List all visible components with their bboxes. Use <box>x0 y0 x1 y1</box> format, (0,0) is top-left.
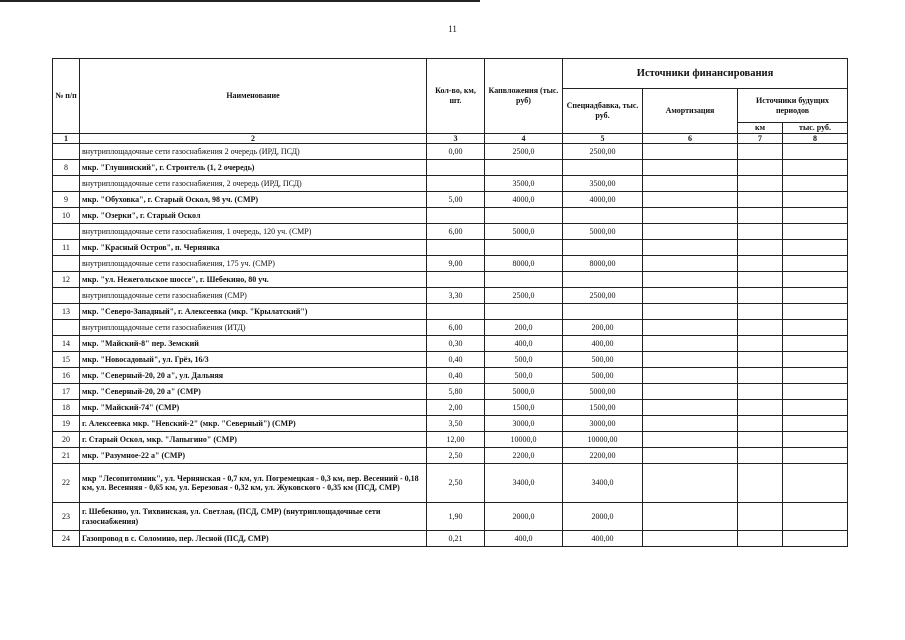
header-qty: Кол-во, км, шт. <box>427 59 485 134</box>
row-number <box>53 320 80 336</box>
row-capex: 400,0 <box>485 336 563 352</box>
row-qty: 5,80 <box>427 384 485 400</box>
row-amortization <box>643 531 738 547</box>
row-capex: 1500,0 <box>485 400 563 416</box>
row-capex: 2200,0 <box>485 448 563 464</box>
row-name: внутриплощадочные сети газоснабжения, 2 очередь (ИРД, ПСД) <box>80 176 427 192</box>
row-capex: 500,0 <box>485 352 563 368</box>
row-future-trub <box>783 176 848 192</box>
row-number: 17 <box>53 384 80 400</box>
row-surcharge: 4000,00 <box>563 192 643 208</box>
table-row <box>53 384 848 400</box>
row-capex <box>485 160 563 176</box>
row-number: 10 <box>53 208 80 224</box>
row-number <box>53 176 80 192</box>
row-capex <box>485 208 563 224</box>
row-name: мкр. "Северный-20, 20 а", ул. Дальняя <box>80 368 427 384</box>
row-qty: 2,50 <box>427 464 485 503</box>
row-amortization <box>643 304 738 320</box>
row-amortization <box>643 464 738 503</box>
row-future-trub <box>783 336 848 352</box>
row-capex <box>485 240 563 256</box>
table-row <box>53 336 848 352</box>
col-number: 7 <box>738 134 783 144</box>
row-surcharge <box>563 240 643 256</box>
row-name: мкр. "Обуховка", г. Старый Оскол, 98 уч. (СМР) <box>80 192 427 208</box>
row-future-trub <box>783 531 848 547</box>
page-number: 11 <box>448 24 457 34</box>
row-surcharge <box>563 208 643 224</box>
row-amortization <box>643 352 738 368</box>
row-name: мкр. "Новосадовый", ул. Грёз, 16/3 <box>80 352 427 368</box>
table-row <box>53 176 848 192</box>
row-capex: 200,0 <box>485 320 563 336</box>
row-future-km <box>738 144 783 160</box>
row-amortization <box>643 432 738 448</box>
row-amortization <box>643 256 738 272</box>
row-future-km <box>738 256 783 272</box>
table-row <box>53 503 848 531</box>
row-name: г. Старый Оскол, мкр. "Лапыгино" (СМР) <box>80 432 427 448</box>
row-number: 20 <box>53 432 80 448</box>
col-number: 4 <box>485 134 563 144</box>
row-surcharge: 500,00 <box>563 368 643 384</box>
row-capex <box>485 304 563 320</box>
row-future-trub <box>783 240 848 256</box>
table-row <box>53 304 848 320</box>
header-sources: Источники финансирования <box>563 59 848 89</box>
row-number <box>53 224 80 240</box>
row-name: г. Алексеевка мкр. "Невский-2" (мкр. "Северный") (СМР) <box>80 416 427 432</box>
row-name: внутриплощадочные сети газоснабжения 2 очередь (ИРД, ПСД) <box>80 144 427 160</box>
row-amortization <box>643 503 738 531</box>
row-surcharge: 400,00 <box>563 531 643 547</box>
col-number: 2 <box>80 134 427 144</box>
row-future-km <box>738 432 783 448</box>
row-future-km <box>738 400 783 416</box>
row-future-km <box>738 448 783 464</box>
row-capex: 10000,0 <box>485 432 563 448</box>
table-row <box>53 432 848 448</box>
row-number: 16 <box>53 368 80 384</box>
row-qty: 2,00 <box>427 400 485 416</box>
row-number: 8 <box>53 160 80 176</box>
row-capex: 500,0 <box>485 368 563 384</box>
row-name: г. Шебекино, ул. Тихвинская, ул. Светлая, (ПСД, СМР) (внутриплощадочные сети газоснабжения) <box>80 503 427 531</box>
row-future-km <box>738 208 783 224</box>
row-future-km <box>738 192 783 208</box>
header-km: км <box>738 123 783 134</box>
row-number: 9 <box>53 192 80 208</box>
table-row <box>53 224 848 240</box>
row-name: мкр. "Майский-8" пер. Земский <box>80 336 427 352</box>
row-capex: 8000,0 <box>485 256 563 272</box>
row-future-km <box>738 320 783 336</box>
table-row <box>53 352 848 368</box>
row-name: мкр. "Озерки", г. Старый Оскол <box>80 208 427 224</box>
row-amortization <box>643 448 738 464</box>
row-future-trub <box>783 432 848 448</box>
row-name: мкр. "Красный Остров", п. Чернянка <box>80 240 427 256</box>
row-surcharge: 2500,00 <box>563 288 643 304</box>
row-qty: 0,21 <box>427 531 485 547</box>
row-qty: 3,50 <box>427 416 485 432</box>
row-amortization <box>643 400 738 416</box>
table-row <box>53 416 848 432</box>
table-row <box>53 160 848 176</box>
row-qty: 0,40 <box>427 352 485 368</box>
row-number <box>53 288 80 304</box>
row-amortization <box>643 384 738 400</box>
row-future-km <box>738 368 783 384</box>
row-number: 11 <box>53 240 80 256</box>
row-number: 15 <box>53 352 80 368</box>
row-capex: 3400,0 <box>485 464 563 503</box>
row-future-trub <box>783 256 848 272</box>
row-future-km <box>738 176 783 192</box>
row-name: мкр. "Разумное-22 а" (СМР) <box>80 448 427 464</box>
row-name: внутриплощадочные сети газоснабжения (СМР) <box>80 288 427 304</box>
row-future-trub <box>783 192 848 208</box>
row-amortization <box>643 320 738 336</box>
row-capex: 2500,0 <box>485 288 563 304</box>
row-surcharge: 500,00 <box>563 352 643 368</box>
row-qty: 9,00 <box>427 256 485 272</box>
row-surcharge: 3500,00 <box>563 176 643 192</box>
row-name: внутриплощадочные сети газоснабжения, 175 уч. (СМР) <box>80 256 427 272</box>
row-future-trub <box>783 384 848 400</box>
row-future-km <box>738 384 783 400</box>
row-qty <box>427 272 485 288</box>
table-row <box>53 531 848 547</box>
row-qty <box>427 304 485 320</box>
table-row <box>53 240 848 256</box>
row-name: мкр. "Глушинский", г. Строитель (1, 2 очередь) <box>80 160 427 176</box>
col-number: 3 <box>427 134 485 144</box>
row-amortization <box>643 224 738 240</box>
table-row <box>53 272 848 288</box>
row-future-trub <box>783 503 848 531</box>
top-rule <box>0 0 480 2</box>
row-future-km <box>738 304 783 320</box>
table-row <box>53 448 848 464</box>
row-amortization <box>643 416 738 432</box>
row-future-trub <box>783 288 848 304</box>
header-trub: тыс. руб. <box>783 123 848 134</box>
col-number: 5 <box>563 134 643 144</box>
row-number: 24 <box>53 531 80 547</box>
row-name: мкр. "Майский-74" (СМР) <box>80 400 427 416</box>
row-number <box>53 256 80 272</box>
row-qty: 3,30 <box>427 288 485 304</box>
row-qty: 6,00 <box>427 320 485 336</box>
row-capex: 3000,0 <box>485 416 563 432</box>
financing-table <box>52 58 848 547</box>
row-amortization <box>643 288 738 304</box>
row-surcharge: 2200,00 <box>563 448 643 464</box>
row-qty <box>427 208 485 224</box>
row-surcharge: 3000,00 <box>563 416 643 432</box>
column-numbers-row <box>53 134 848 144</box>
row-capex: 5000,0 <box>485 224 563 240</box>
row-future-trub <box>783 320 848 336</box>
row-amortization <box>643 336 738 352</box>
row-name: Газопровод в с. Соломино, пер. Лесной (ПСД, СМР) <box>80 531 427 547</box>
row-name: внутриплощадочные сети газоснабжения (ИТД) <box>80 320 427 336</box>
row-amortization <box>643 160 738 176</box>
row-name: внутриплощадочные сети газоснабжения, 1 очередь, 120 уч. (СМР) <box>80 224 427 240</box>
row-future-km <box>738 288 783 304</box>
row-future-trub <box>783 352 848 368</box>
row-amortization <box>643 272 738 288</box>
col-number: 6 <box>643 134 738 144</box>
row-number: 23 <box>53 503 80 531</box>
row-surcharge: 3400,0 <box>563 464 643 503</box>
table-row <box>53 288 848 304</box>
row-qty: 12,00 <box>427 432 485 448</box>
row-future-trub <box>783 416 848 432</box>
row-qty: 6,00 <box>427 224 485 240</box>
row-future-km <box>738 160 783 176</box>
row-surcharge <box>563 160 643 176</box>
row-qty <box>427 160 485 176</box>
row-capex: 400,0 <box>485 531 563 547</box>
col-number: 8 <box>783 134 848 144</box>
row-amortization <box>643 208 738 224</box>
table-row <box>53 368 848 384</box>
table-row <box>53 192 848 208</box>
row-number: 12 <box>53 272 80 288</box>
row-future-trub <box>783 464 848 503</box>
header-amortization: Амортизация <box>643 89 738 134</box>
table-row <box>53 400 848 416</box>
row-qty: 1,90 <box>427 503 485 531</box>
row-surcharge <box>563 304 643 320</box>
row-surcharge: 8000,00 <box>563 256 643 272</box>
row-capex: 2000,0 <box>485 503 563 531</box>
header-num: № п/п <box>53 59 80 134</box>
row-future-trub <box>783 224 848 240</box>
header-capex: Капвложения (тыс. руб) <box>485 59 563 134</box>
row-future-km <box>738 503 783 531</box>
table-row <box>53 464 848 503</box>
table-body <box>53 144 848 547</box>
row-future-km <box>738 224 783 240</box>
col-number: 1 <box>53 134 80 144</box>
row-surcharge <box>563 272 643 288</box>
row-surcharge: 5000,00 <box>563 224 643 240</box>
row-future-km <box>738 531 783 547</box>
row-surcharge: 5000,00 <box>563 384 643 400</box>
row-qty: 0,30 <box>427 336 485 352</box>
row-name: мкр. "Северный-20, 20 а" (СМР) <box>80 384 427 400</box>
row-capex: 2500,0 <box>485 144 563 160</box>
row-future-km <box>738 352 783 368</box>
row-surcharge: 200,00 <box>563 320 643 336</box>
row-qty: 5,00 <box>427 192 485 208</box>
row-future-trub <box>783 208 848 224</box>
row-qty <box>427 176 485 192</box>
row-future-trub <box>783 160 848 176</box>
row-future-trub <box>783 400 848 416</box>
row-number: 22 <box>53 464 80 503</box>
row-name: мкр. "Северо-Западный", г. Алексеевка (мкр. "Крылатский") <box>80 304 427 320</box>
row-surcharge: 2000,0 <box>563 503 643 531</box>
row-number: 21 <box>53 448 80 464</box>
row-capex: 5000,0 <box>485 384 563 400</box>
row-number: 18 <box>53 400 80 416</box>
row-number: 19 <box>53 416 80 432</box>
row-future-km <box>738 464 783 503</box>
row-surcharge: 2500,00 <box>563 144 643 160</box>
row-future-km <box>738 416 783 432</box>
row-qty: 2,50 <box>427 448 485 464</box>
row-number <box>53 144 80 160</box>
row-surcharge: 400,00 <box>563 336 643 352</box>
table-row <box>53 320 848 336</box>
row-number: 13 <box>53 304 80 320</box>
row-future-trub <box>783 144 848 160</box>
header-name: Наименование <box>80 59 427 134</box>
row-number: 14 <box>53 336 80 352</box>
row-capex: 3500,0 <box>485 176 563 192</box>
row-capex <box>485 272 563 288</box>
row-amortization <box>643 192 738 208</box>
row-future-trub <box>783 448 848 464</box>
header-future: Источники будущих периодов <box>738 89 848 123</box>
row-amortization <box>643 240 738 256</box>
row-name: мкр. "ул. Нежегольское шоссе", г. Шебекино, 80 уч. <box>80 272 427 288</box>
row-surcharge: 10000,00 <box>563 432 643 448</box>
row-future-trub <box>783 368 848 384</box>
table-row <box>53 256 848 272</box>
table-row <box>53 208 848 224</box>
row-future-km <box>738 336 783 352</box>
row-amortization <box>643 176 738 192</box>
row-qty: 0,00 <box>427 144 485 160</box>
row-future-trub <box>783 304 848 320</box>
row-amortization <box>643 144 738 160</box>
row-name: мкр "Лесопитомник", ул. Чернянская - 0,7 км, ул. Погремецкая - 0,3 км, пер. Весенний - 0,18 км, ул. Весенняя - 0,65 км, ул. Березовая - 0,32 км, ул. Жуковского - 0,35 км (ПСД, СМР) <box>80 464 427 503</box>
row-future-trub <box>783 272 848 288</box>
row-qty <box>427 240 485 256</box>
row-surcharge: 1500,00 <box>563 400 643 416</box>
row-future-km <box>738 240 783 256</box>
table-row <box>53 144 848 160</box>
row-future-km <box>738 272 783 288</box>
row-qty: 0,40 <box>427 368 485 384</box>
row-capex: 4000,0 <box>485 192 563 208</box>
row-amortization <box>643 368 738 384</box>
header-surcharge: Спецнадбавка, тыс. руб. <box>563 89 643 134</box>
